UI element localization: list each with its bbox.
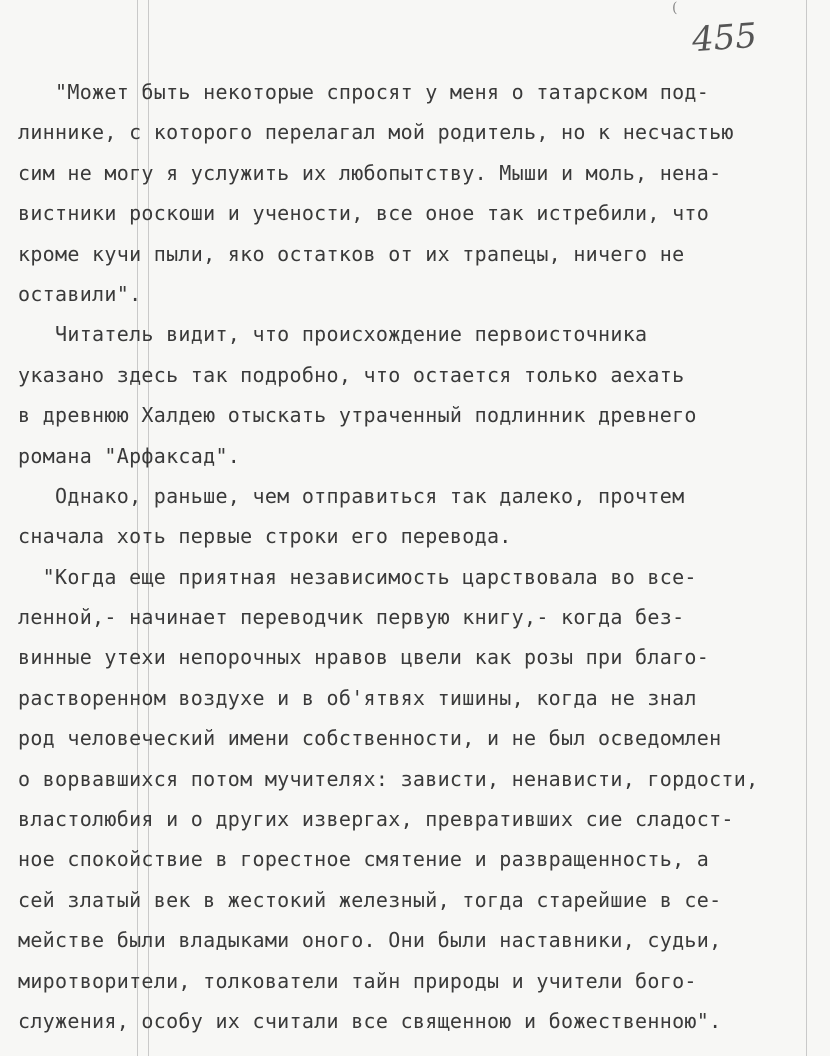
body-text — [18, 72, 813, 1041]
text-line: род человеческий имени собственности, и не был осведомлен — [18, 726, 722, 751]
text-line: романа "Арфаксад". — [18, 443, 241, 468]
text-line: Читатель видит, что происхождение первоисточника — [18, 322, 648, 347]
text-line: оставили". — [18, 281, 142, 306]
text-line: властолюбия и о других извергах, превративших сие сладост- — [18, 807, 734, 832]
text-line: сим не могу я услужить их любопытству. Мыши и моль, нена- — [18, 160, 722, 185]
corner-mark: ( — [672, 0, 678, 16]
text-line: кроме кучи пыли, яко остатков от их трапецы, ничего не — [18, 241, 685, 266]
text-line: винные утехи непорочных нравов цвели как розы при благо- — [18, 645, 710, 670]
text-line: указано здесь так подробно, что остается только аехать — [18, 362, 685, 387]
text-line: линнике, с которого перелагал мой родитель, но к несчастью — [18, 120, 734, 145]
handwritten-page-number: 455 — [690, 15, 759, 61]
text-line: вистники роскоши и учености, все оное так истребили, что — [18, 201, 710, 226]
text-line: миротворители, толкователи тайн природы и учители бого- — [18, 968, 697, 993]
text-line: мействе были владыками оного. Они были наставники, судьи, — [18, 928, 722, 953]
text-line: "Может быть некоторые спросят у меня о татарском под- — [18, 80, 710, 104]
text-line: сей златый век в жестокий железный, тогда старейшие в се- — [18, 887, 722, 912]
text-line: "Когда еще приятная независимость царствовала во все- — [18, 564, 697, 589]
text-line: растворенном воздухе и в об'ятвях тишины, когда не знал — [18, 685, 697, 710]
text-line: ное спокойствие в горестное смятение и развращенность, а — [18, 847, 710, 872]
text-line: служения, особу их считали все священною и божественною". — [18, 1008, 722, 1033]
text-line: о ворвавшихся потом мучителях: зависти, ненависти, гордости, — [18, 766, 759, 791]
text-line: ленной,- начинает переводчик первую книгу,- когда без- — [18, 605, 685, 630]
text-line: в древнюю Халдею отыскать утраченный подлинник древнего — [18, 403, 697, 428]
text-line: Однако, раньше, чем отправиться так далеко, прочтем — [18, 483, 685, 508]
text-line: сначала хоть первые строки его перевода. — [18, 524, 512, 549]
